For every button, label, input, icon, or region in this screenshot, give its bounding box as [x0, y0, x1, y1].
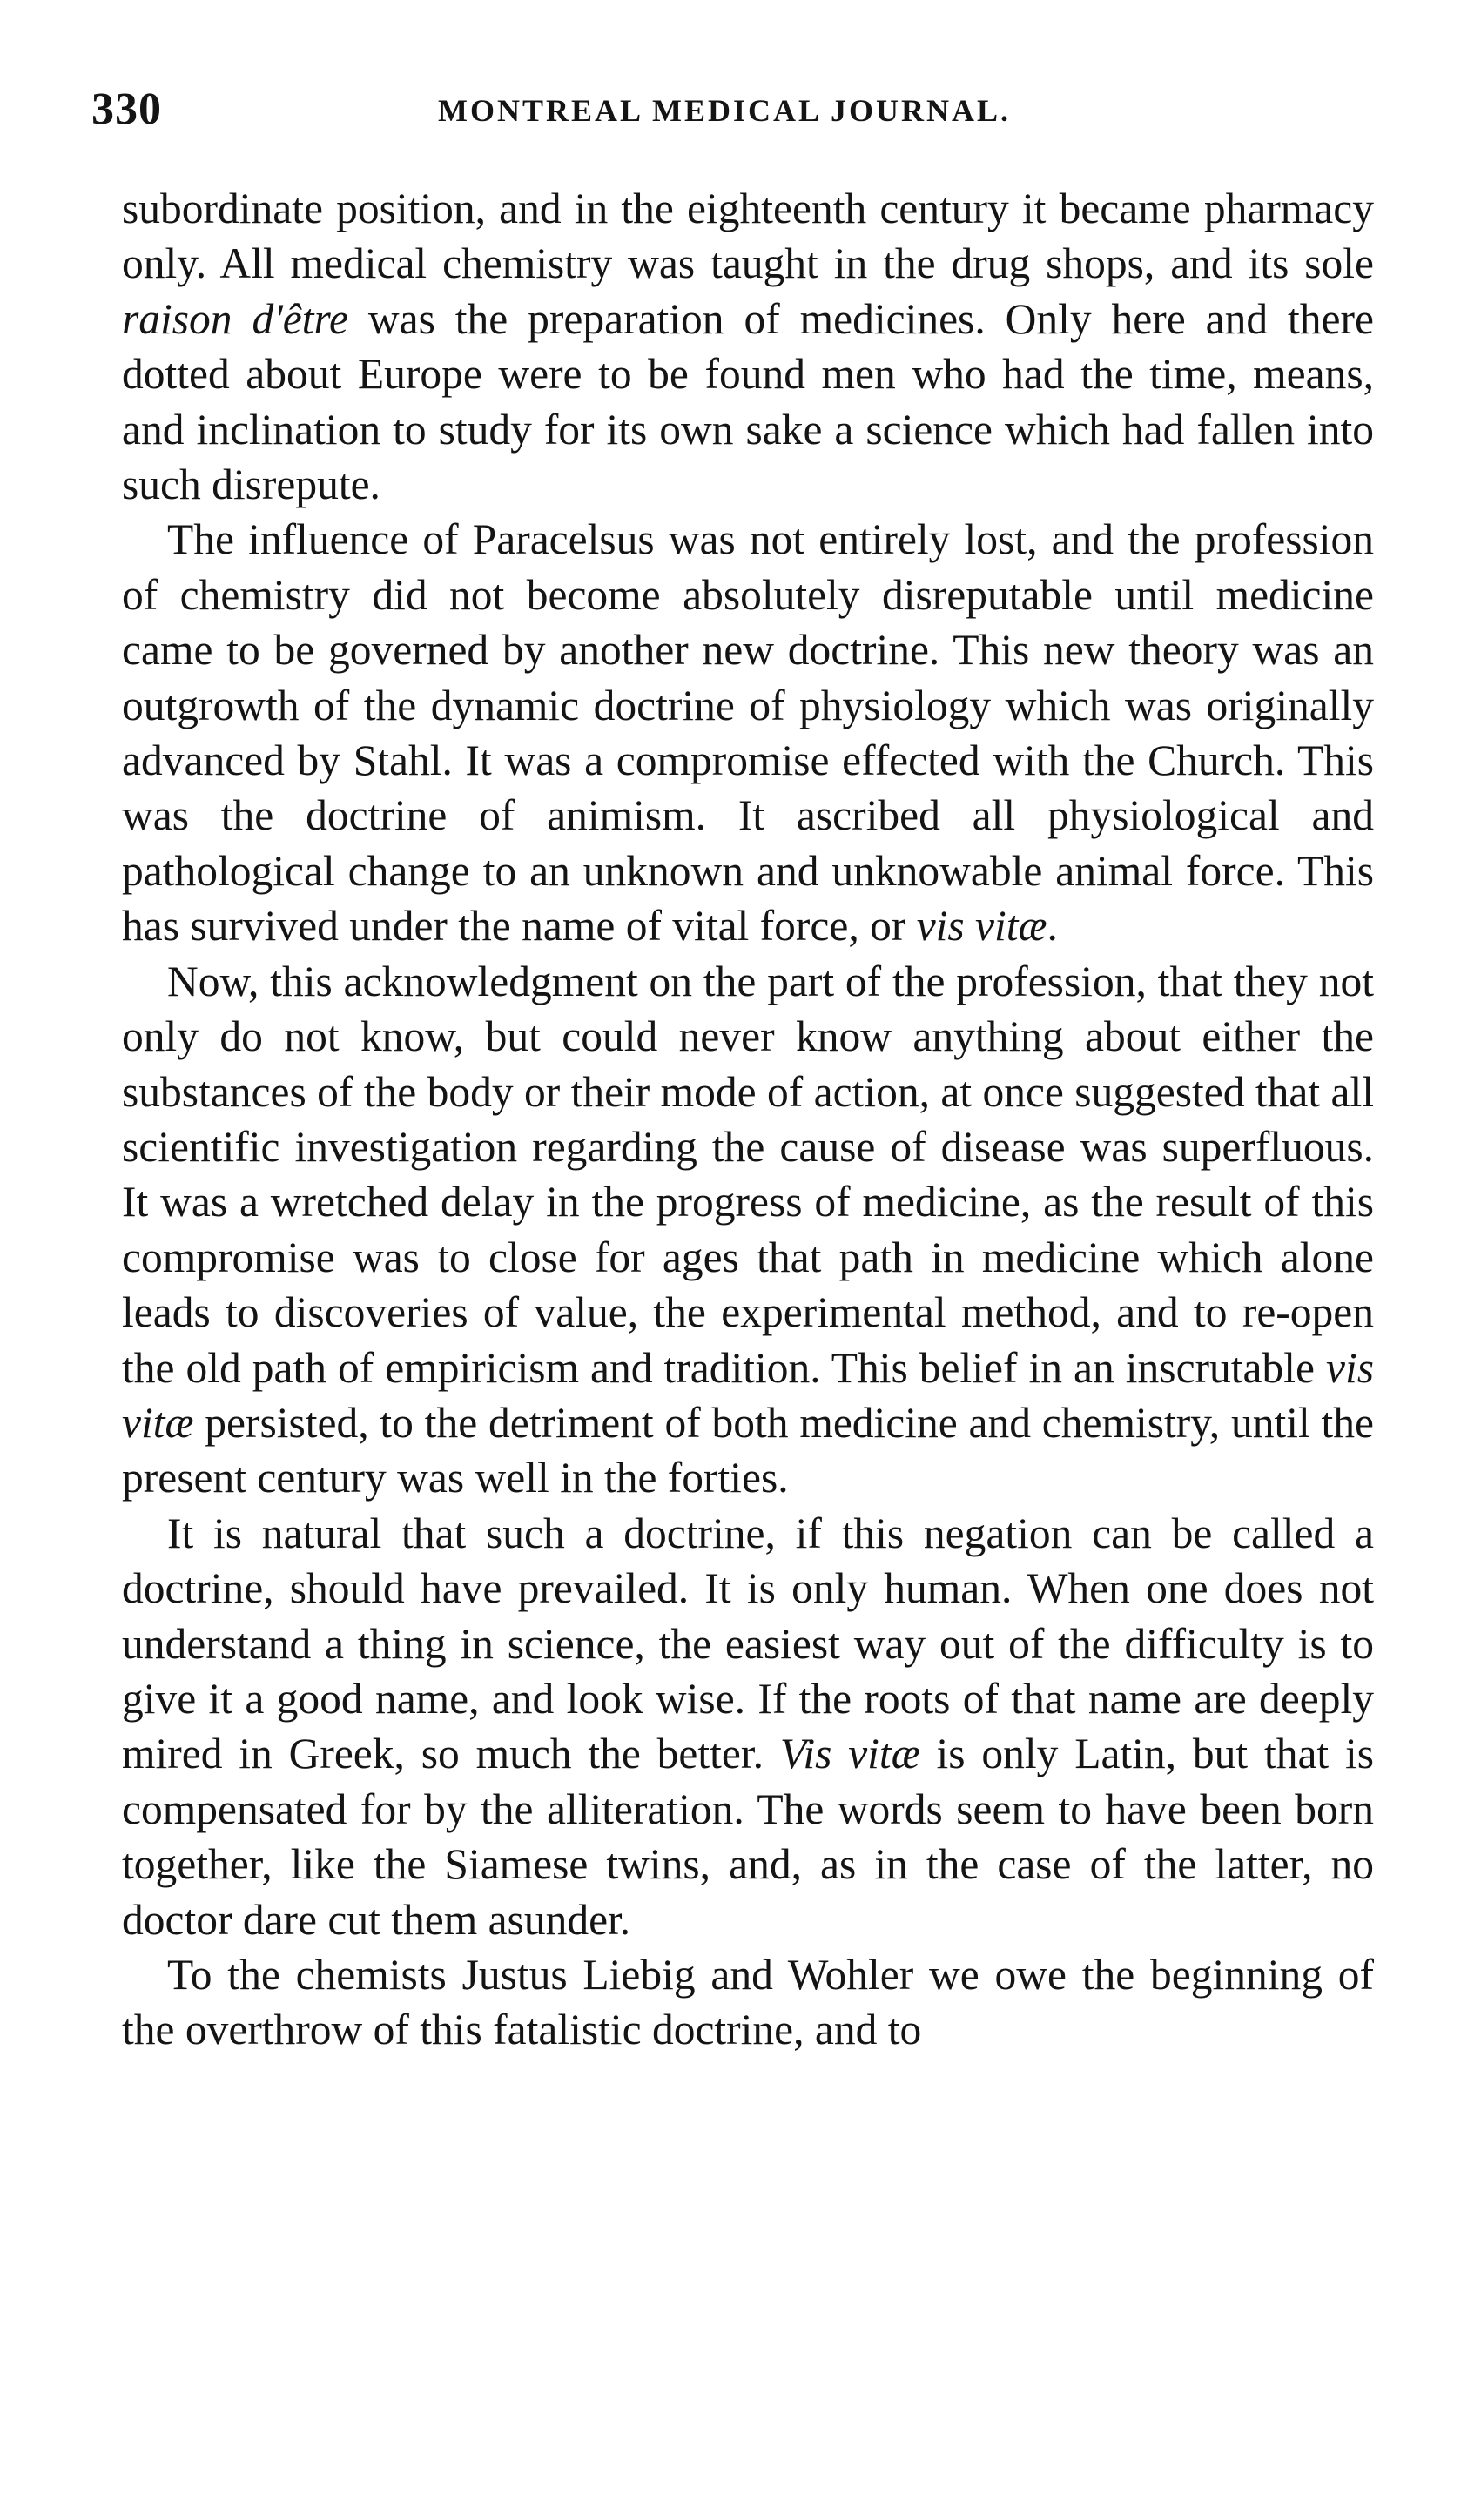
- paragraph-2: [122, 512, 1374, 953]
- text-run: To the chemists Justus Liebig and Wohler we owe the beginning of the overthrow of this fatalistic doctrine, and to: [122, 1951, 1374, 2054]
- italic-phrase: raison d'être: [122, 294, 348, 343]
- paragraph-5: [122, 1947, 1374, 2058]
- body-text: [122, 181, 1374, 2058]
- text-run: subordinate position, and in the eighteenth century it became pharmacy only. All medical chemistry was taught in the drug shops, and its sole: [122, 185, 1374, 288]
- paragraph-3: [122, 954, 1374, 1506]
- text-run: persisted, to the detriment of both medicine and chemistry, until the present century was well in the forties.: [122, 1398, 1374, 1502]
- text-run: The influence of Paracelsus was not entirely lost, and the profession of chemistry did not become absolutely disreputable until medicine came to be governed by another new doctrine. This new theory was an outgrowth of the dynamic doctrine of physiology which was originally advanced by Stahl. It was a compromise effected with the Church. This was the doctrine of animism. It ascribed all physiological and pathological change to an unknown and unknowable animal force. This has survived under the name of vital force, or: [122, 515, 1374, 951]
- paragraph-1: [122, 181, 1374, 512]
- text-run: was the preparation of medicines. Only here and there dotted about Europe were to be found men who had the time, means, and inclination to study for its own sake a science which had fallen into such disrepute.: [122, 294, 1374, 509]
- italic-phrase: vis vitæ: [122, 1343, 1374, 1447]
- text-run: Now, this acknowledgment on the part of the profession, that they not only do not know, but could never know anything about either the substances of the body or their mode of action, at once suggested that all scientific investigation regarding the cause of disease was superfluous. It was a wretched delay in the progress of medicine, as the result of this compromise was to close for ages that path in medicine which alone leads to discoveries of value, the experimental method, and to re-open the old path of empiricism and tradition. This belief in an inscrutable: [122, 957, 1374, 1392]
- paragraph-4: [122, 1506, 1374, 1947]
- italic-phrase: Vis vitæ: [779, 1730, 920, 1778]
- italic-phrase: vis vitæ: [916, 902, 1047, 951]
- text-run: .: [1047, 902, 1058, 951]
- text-run: It is natural that such a doctrine, if this negation can be called a doctrine, should have prevailed. It is only human. When one does not understand a thing in science, the easiest way out of the difficulty is to give it a good name, and look wise. If the roots of that name are deeply mired in Greek, so much the better.: [122, 1509, 1374, 1778]
- running-title: MONTREAL MEDICAL JOURNAL.: [438, 93, 1012, 128]
- page-number: 330: [91, 84, 162, 134]
- page-header: [91, 84, 1393, 144]
- text-run: is only Latin, but that is compensated for by the alliteration. The words seem to have been born together, like the Siamese twins, and, as in the case of the latter, no doctor dare cut them asunder.: [122, 1730, 1375, 1944]
